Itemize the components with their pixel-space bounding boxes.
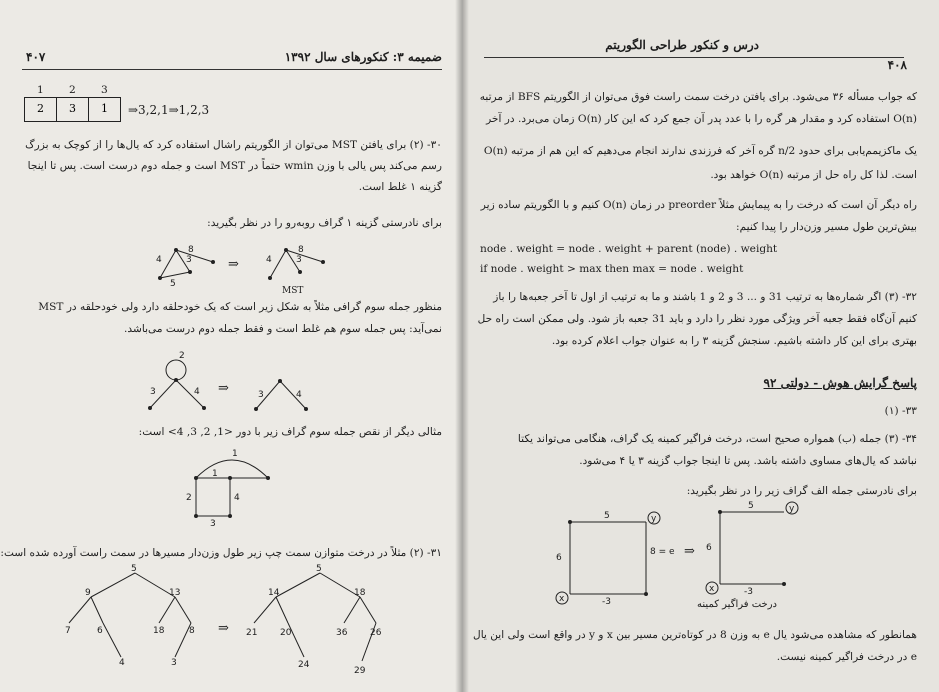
tr-14: 14 bbox=[268, 588, 280, 598]
q30-line1: ۳۰- (۲) برای یافتن MST می‌توان از الگوریتم راشال استفاده کرد که یال‌ها را از کوچک به بزرگ bbox=[25, 139, 442, 151]
q30-para2: نمی‌آید: پس جمله سوم هم غلط است و فقط جمله دوم درست می‌باشد. bbox=[124, 323, 442, 335]
g1-w3: 3 bbox=[186, 255, 192, 265]
sqm-y: y bbox=[789, 504, 795, 514]
sq-e: 8 = e bbox=[650, 547, 675, 557]
left-header-title: ضمیمه ۳: کنکورهای سال ۱۳۹۲ bbox=[284, 50, 442, 64]
tl-7: 7 bbox=[65, 626, 71, 636]
left-header-rule bbox=[22, 69, 442, 70]
array-cell-1: 2 bbox=[24, 97, 57, 122]
array-index-1: 1 bbox=[37, 84, 44, 96]
g1-w5: 5 bbox=[170, 279, 176, 289]
g1-w8: 8 bbox=[188, 245, 194, 255]
q32-line2: کنیم آن‌گاه فقط جعبه آخر ویژگی مورد نظر را دارد و باید 31 جعبه باز شود. ولی ممکن است راه حل bbox=[477, 313, 917, 325]
right-page-number: ۴۰۸ bbox=[887, 58, 907, 72]
tr-18: 18 bbox=[354, 588, 366, 598]
right-header-rule bbox=[484, 57, 904, 58]
tr-20: 20 bbox=[280, 628, 292, 638]
q30-para1: منظور جمله سوم گرافی مثلاً به شکل زیر است که یک خودحلقه دارد ولی خودحلقه در MST bbox=[38, 301, 442, 313]
sqm-w5: 5 bbox=[748, 501, 754, 511]
loop-w3: 3 bbox=[150, 387, 156, 397]
q30-line2: رسم می‌کند پس یالی با وزن wmin حتماً در MST است و جمله دوم درست است. پس تا اینجا bbox=[27, 160, 442, 172]
book-gutter bbox=[455, 0, 469, 692]
code-line2: if node . weight > max then max = node . weight bbox=[480, 263, 744, 275]
tl-5: 5 bbox=[131, 564, 137, 574]
tr-29: 29 bbox=[354, 666, 366, 676]
tr-5: 5 bbox=[316, 564, 322, 574]
array-cell-3: 1 bbox=[88, 97, 121, 122]
cycle-w1a: 1 bbox=[232, 449, 238, 459]
q30-para3: مثالی دیگر از نقص جمله سوم گراف زیر با دور <1, 2, 3, 4> است: bbox=[138, 426, 442, 438]
q30-line4: برای نادرستی گزینه ۱ گراف روبه‌رو را در نظر بگیرید: bbox=[207, 217, 442, 229]
right-page bbox=[462, 0, 939, 692]
array-index-2: 2 bbox=[69, 84, 76, 96]
r-para1-line4: است. لذا کل راه حل از مرتبه O(n) خواهد بود. bbox=[710, 169, 917, 181]
tr-26: 26 bbox=[370, 628, 382, 638]
tl-9: 9 bbox=[85, 588, 91, 598]
graph-square-mst bbox=[704, 498, 844, 598]
final-line1: همانطور که مشاهده می‌شود یال e به وزن 8 در کوتاه‌ترین مسیر بین x و y در واقع است ولی این یال bbox=[473, 629, 917, 641]
g-arrow-4: ⇒ bbox=[684, 544, 695, 559]
right-header-title: درس و کنکور طراحی الگوریتم bbox=[605, 38, 759, 52]
graph-loop-mst bbox=[244, 375, 324, 425]
q31-line1: ۳۱- (۲) مثلاً در درخت متوازن سمت چپ زیر طول وزن‌دار مسیرها در سمت راست آورده شده است: bbox=[0, 547, 442, 559]
graph-cycle bbox=[180, 448, 290, 528]
loop-w2: 2 bbox=[179, 351, 185, 361]
final-line2: e در درخت فراگیر کمینه نیست. bbox=[776, 651, 917, 663]
cycle-w3: 3 bbox=[210, 519, 216, 529]
tree-right bbox=[240, 565, 410, 680]
left-page-number: ۴۰۷ bbox=[26, 50, 46, 64]
tl-4: 4 bbox=[119, 658, 125, 668]
tr-36: 36 bbox=[336, 628, 348, 638]
g2-w8: 8 bbox=[298, 245, 304, 255]
sq-w5: 5 bbox=[604, 511, 610, 521]
q34-line2: نباشد که یال‌های مساوی داشته باشد. پس تا اینجا جواب گزینه ۳ یا ۴ می‌شود. bbox=[579, 455, 917, 467]
tree-left bbox=[55, 565, 225, 675]
r-para1-line2: O(n) استفاده کرد و مقدار هر گره را با عدد پدر آن جمع کرد که این کار O(n) زمان می‌برد. در آخر bbox=[486, 113, 917, 125]
q33: ۳۳- (۱) bbox=[884, 405, 917, 417]
cycle-w1b: 1 bbox=[212, 469, 218, 479]
q30-line3: گزینه ۱ غلط است. bbox=[358, 181, 442, 193]
sq-y: y bbox=[651, 514, 657, 524]
r-para1-line1: که جواب مسأله ۳۶ می‌شود. برای یافتن درخت سمت راست فوق می‌توان از الگوریتم BFS از مرتبه bbox=[479, 91, 917, 103]
tr-24: 24 bbox=[298, 660, 310, 670]
graph-square bbox=[554, 508, 704, 608]
g-arrow-1: ⇒ bbox=[228, 257, 239, 272]
loop-w4: 4 bbox=[194, 387, 200, 397]
cycle-w2: 2 bbox=[186, 493, 192, 503]
g2-w4: 4 bbox=[266, 255, 272, 265]
sq-w6: 6 bbox=[556, 553, 562, 563]
g2-w3: 3 bbox=[296, 255, 302, 265]
sq-x: x bbox=[559, 594, 565, 604]
graph-triangle bbox=[138, 240, 228, 290]
g1-w4: 4 bbox=[156, 255, 162, 265]
tr-21: 21 bbox=[246, 628, 258, 638]
tl-8: 8 bbox=[189, 626, 195, 636]
tl-18: 18 bbox=[153, 626, 165, 636]
tl-13: 13 bbox=[169, 588, 181, 598]
loopmst-w3: 3 bbox=[258, 390, 264, 400]
r-para2-line1: راه دیگر آن است که درخت را به پیمایش مثلاً preorder در زمان O(n) کنیم و با الگوریتم ساده زیر bbox=[480, 199, 917, 211]
mst-label: MST bbox=[282, 286, 304, 296]
g-arrow-2: ⇒ bbox=[218, 381, 229, 396]
graph-mst bbox=[248, 240, 338, 290]
array-cell-2: 3 bbox=[56, 97, 89, 122]
section-title: پاسخ گرایش هوش - دولتی ۹۲ bbox=[763, 376, 917, 390]
r-para1-line3: یک ماکزیمم‌یابی برای حدود n/2 گره آخر که فرزندی ندارند انجام می‌دهیم که این هم از مرتبه O(n) bbox=[483, 145, 917, 157]
mst-caption: درخت فراگیر کمینه bbox=[697, 599, 777, 610]
array-arrow-text: ⇒3,2,1⇒1,2,3 bbox=[128, 103, 210, 117]
r-para2-line2: بیش‌ترین طول مسیر وزن‌دار را پیدا کنیم: bbox=[736, 221, 917, 233]
sqm-x: x bbox=[709, 584, 715, 594]
tl-3: 3 bbox=[171, 658, 177, 668]
array-index-3: 3 bbox=[101, 84, 108, 96]
q34-line3: برای نادرستی جمله الف گراف زیر را در نظر بگیرید: bbox=[686, 485, 917, 497]
graph-self-loop bbox=[138, 350, 218, 420]
q34-line1: ۳۴- (۳) جمله (ب) همواره صحیح است، درخت فراگیر کمینه یک گراف، هنگامی می‌تواند یکتا bbox=[517, 433, 917, 445]
sqm-w-3: -3 bbox=[744, 587, 753, 597]
sq-w-3: -3 bbox=[602, 597, 611, 607]
code-line1: node . weight = node . weight + parent (node) . weight bbox=[480, 243, 778, 255]
loopmst-w4: 4 bbox=[296, 390, 302, 400]
cycle-w4: 4 bbox=[234, 493, 240, 503]
q32-line3: بهتری برای این کار داشته باشیم. سنجش گزینه ۳ را به عنوان جواب اعلام کرده بود. bbox=[551, 335, 917, 347]
left-page bbox=[0, 0, 462, 692]
tl-6: 6 bbox=[97, 626, 103, 636]
q32-line1: ۳۲- (۳) اگر شماره‌ها به ترتیب 31 و ... 3 و 2 و 1 باشند و ما به ترتیب از اول تا آخر جعبه‌ها را باز bbox=[493, 291, 917, 303]
sqm-w6: 6 bbox=[706, 543, 712, 553]
g-arrow-3: ⇒ bbox=[218, 621, 229, 636]
